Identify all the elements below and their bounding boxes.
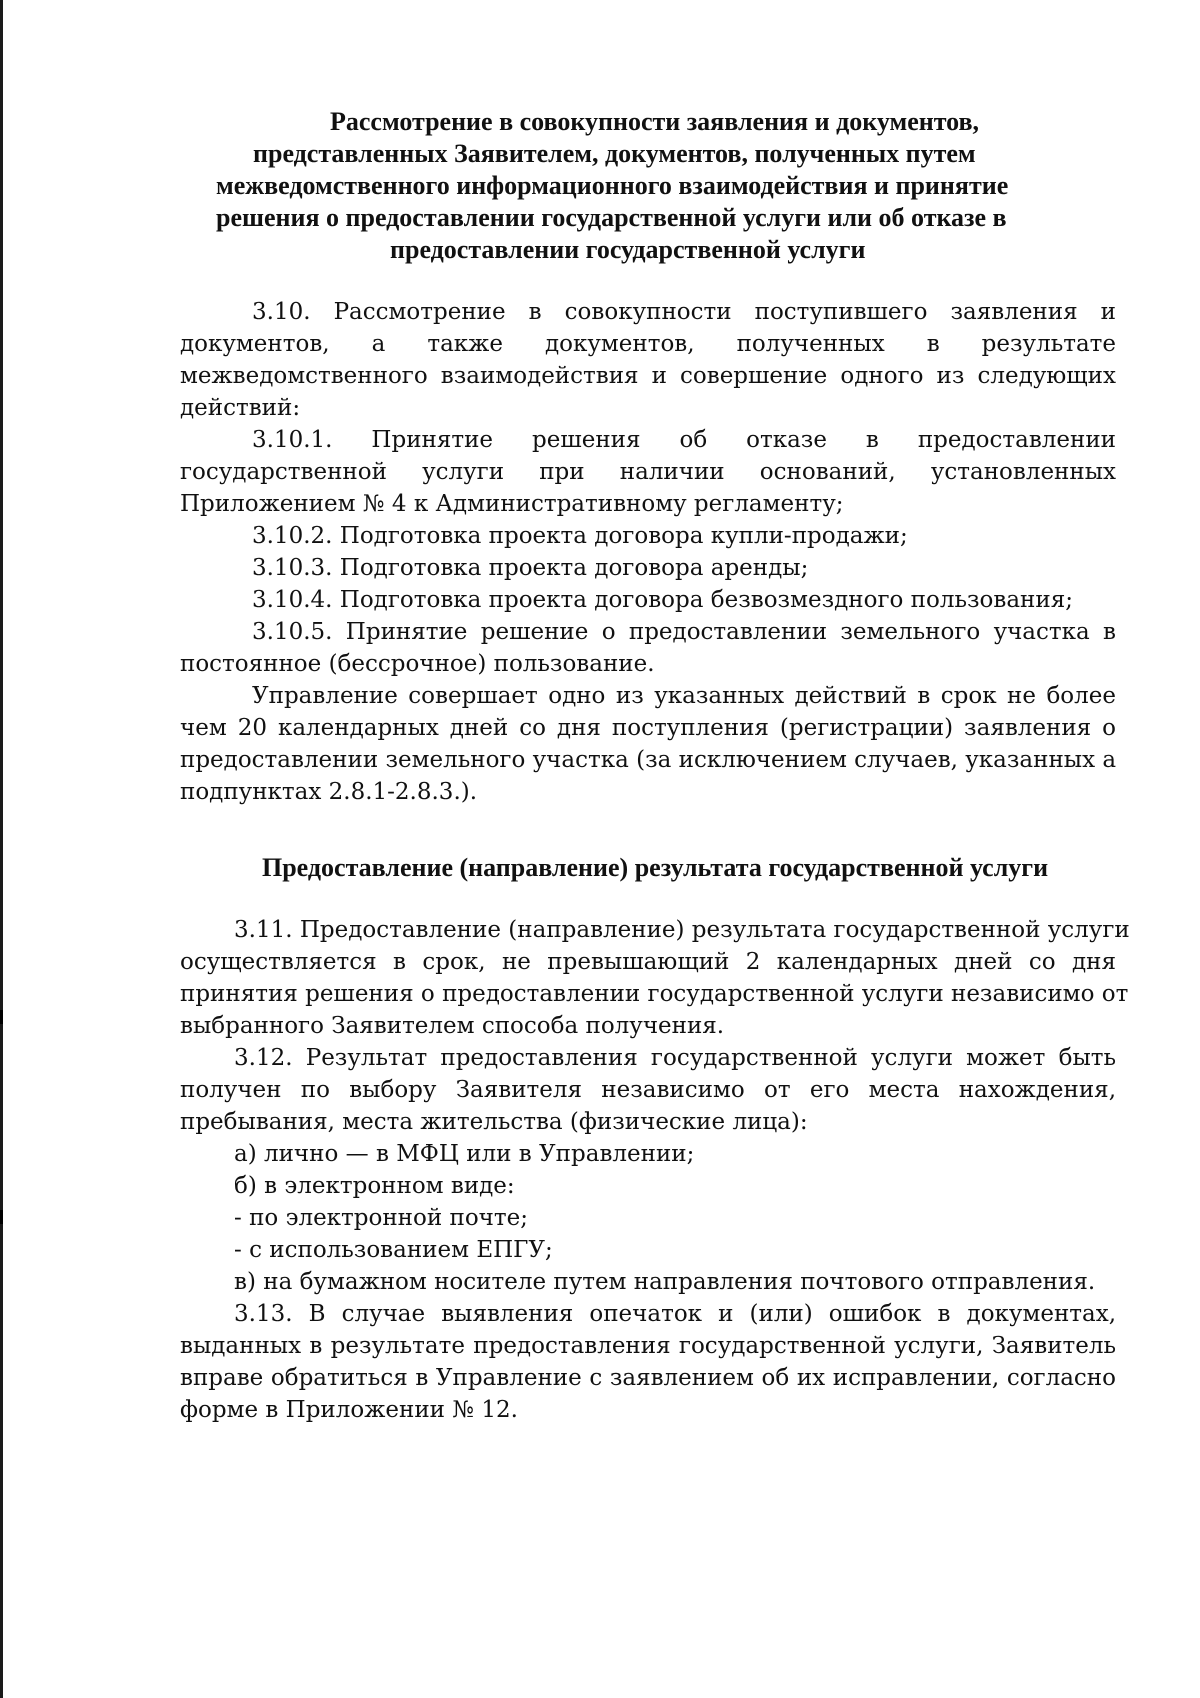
paragraph-line: 3.11. Предоставление (направление) результата государственной услуги xyxy=(234,917,1130,943)
list-item: - с использованием ЕПГУ; xyxy=(234,1237,553,1263)
paragraph-line: 3.13. В случае выявления опечаток и (или) ошибок в документах, xyxy=(234,1301,1116,1327)
paragraph-line: принятия решения о предоставлении государственной услуги независимо от xyxy=(180,981,1129,1007)
list-item: - по электронной почте; xyxy=(234,1205,528,1231)
paragraph-line: пребывания, места жительства (физические лица): xyxy=(180,1109,808,1135)
list-item: б) в электронном виде: xyxy=(234,1173,515,1199)
heading-line: Рассмотрение в совокупности заявления и документов, xyxy=(330,107,980,136)
paragraph-line: 3.10. Рассмотрение в совокупности поступившего заявления и xyxy=(252,299,1116,325)
paragraph-line: форме в Приложении № 12. xyxy=(180,1397,518,1423)
list-item-line: 3.10.5. Принятие решение о предоставлении земельного участка в xyxy=(252,619,1116,645)
list-item-line: 3.10.3. Подготовка проекта договора аренды; xyxy=(252,555,809,581)
scan-edge-mark xyxy=(0,1010,3,1024)
list-item: в) на бумажном носителе путем направления почтового отправления. xyxy=(234,1269,1096,1295)
scan-edge-mark xyxy=(0,1210,3,1224)
paragraph-line: выданных в результате предоставления государственной услуги, Заявитель xyxy=(180,1333,1116,1359)
paragraph-line: 3.12. Результат предоставления государственной услуги может быть xyxy=(234,1045,1116,1071)
list-item: а) лично — в МФЦ или в Управлении; xyxy=(234,1141,695,1167)
paragraph-line: предоставлении земельного участка (за исключением случаев, указанных а xyxy=(180,747,1117,773)
paragraph-line: чем 20 календарных дней со дня поступления (регистрации) заявления о xyxy=(180,715,1116,741)
paragraph-line: действий: xyxy=(180,395,301,421)
paragraph-line: вправе обратиться в Управление с заявлением об их исправлении, согласно xyxy=(180,1365,1116,1391)
list-item-line: 3.10.1. Принятие решения об отказе в предоставлении xyxy=(252,427,1116,453)
paragraph-line: межведомственного взаимодействия и совершение одного из следующих xyxy=(180,363,1116,389)
paragraph-line: документов, а также документов, полученных в результате xyxy=(180,331,1116,357)
list-item-line: государственной услуги при наличии оснований, установленных xyxy=(180,459,1116,485)
scan-edge-line xyxy=(0,0,3,1698)
heading-line: предоставлении государственной услуги xyxy=(390,235,866,264)
heading-line: межведомственного информационного взаимодействия и принятие xyxy=(216,171,1009,200)
paragraph-line: подпунктах 2.8.1-2.8.3.). xyxy=(180,779,478,805)
list-item-line: 3.10.4. Подготовка проекта договора безвозмездного пользования; xyxy=(252,587,1073,613)
paragraph-line: получен по выбору Заявителя независимо от его места нахождения, xyxy=(180,1077,1116,1103)
paragraph-line: Управление совершает одно из указанных действий в срок не более xyxy=(252,683,1116,709)
paragraph-line: выбранного Заявителем способа получения. xyxy=(180,1013,725,1039)
heading-line: представленных Заявителем, документов, полученных путем xyxy=(253,139,976,168)
list-item-line: 3.10.2. Подготовка проекта договора купли-продажи; xyxy=(252,523,908,549)
heading-line: решения о предоставлении государственной услуги или об отказе в xyxy=(216,203,1007,232)
list-item-line: Приложением № 4 к Административному регламенту; xyxy=(180,491,844,517)
section-heading: Предоставление (направление) результата государственной услуги xyxy=(262,853,1049,882)
list-item-line: постоянное (бессрочное) пользование. xyxy=(180,651,655,677)
paragraph-line: осуществляется в срок, не превышающий 2 календарных дней со дня xyxy=(180,949,1116,975)
